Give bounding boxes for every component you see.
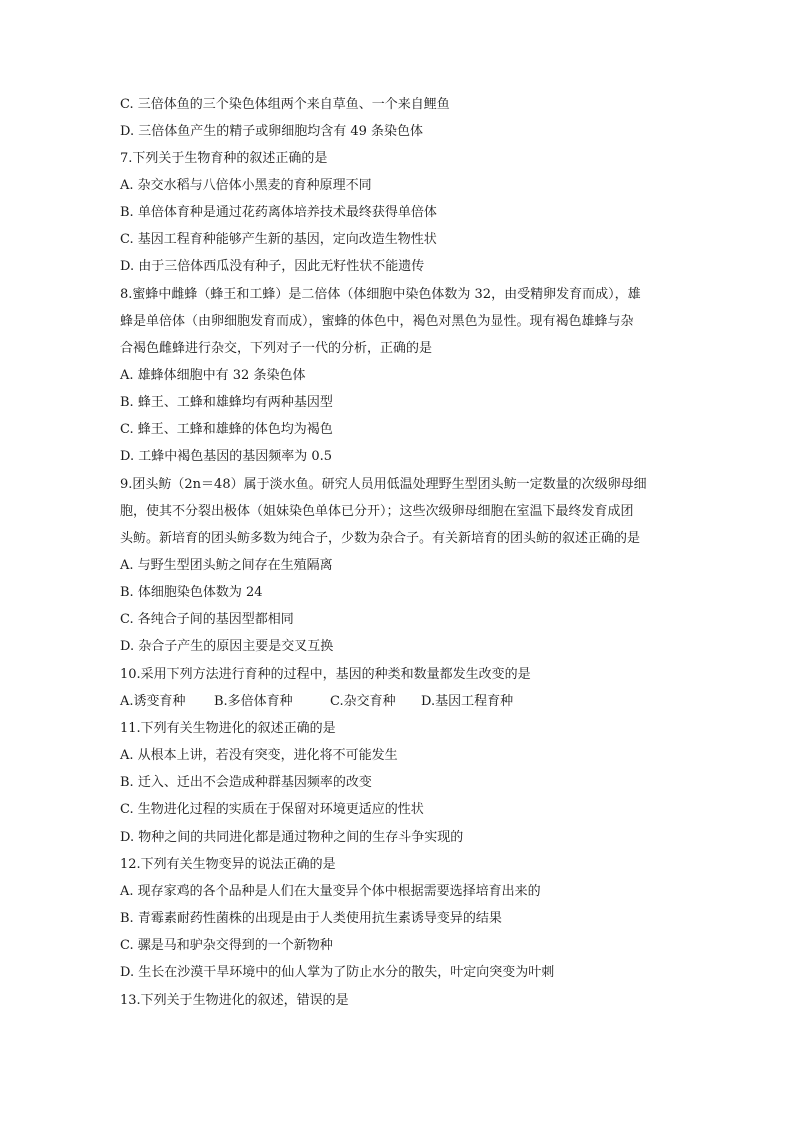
option-10d: D.基因工程育种	[421, 694, 514, 709]
option-11c: C. 生物进化过程的实质在于保留对环境更适应的性状	[120, 802, 424, 817]
option-8d: D. 工蜂中褐色基因的基因频率为 0.5	[120, 449, 333, 464]
option-12c: C. 骡是马和驴杂交得到的一个新物种	[120, 938, 333, 953]
option-12b: B. 青霉素耐药性菌株的出现是由于人类使用抗生素诱导变异的结果	[120, 911, 502, 926]
question-8-line-3: 合褐色雌蜂进行杂交，下列对子一代的分析，正确的是	[120, 341, 433, 356]
option-10c: C.杂交育种	[330, 694, 396, 709]
option-7d: D. 由于三倍体西瓜没有种子，因此无籽性状不能遗传	[120, 259, 425, 274]
question-10: 10.采用下列方法进行育种的过程中，基因的种类和数量都发生改变的是	[120, 667, 531, 682]
option-11d: D. 物种之间的共同进化都是通过物种之间的生存斗争实现的	[120, 830, 464, 845]
option-11b: B. 迁入、迁出不会造成种群基因频率的改变	[120, 775, 372, 790]
option-9d: D. 杂合子产生的原因主要是交叉互换	[120, 639, 334, 654]
question-8-line-1: 8.蜜蜂中雌蜂（蜂王和工蜂）是二倍体（体细胞中染色体数为 32，由受精卵发育而成），雄	[120, 287, 641, 302]
question-12: 12.下列有关生物变异的说法正确的是	[120, 857, 336, 872]
option-11a: A. 从根本上讲，若没有突变，进化将不可能发生	[120, 748, 398, 763]
question-13: 13.下列关于生物进化的叙述，错误的是	[120, 993, 349, 1008]
option-12a: A. 现存家鸡的各个品种是人们在大量变异个体中根据需要选择培育出来的	[120, 884, 541, 899]
option-9c: C. 各纯合子间的基因型都相同	[120, 612, 294, 627]
option-6c: C. 三倍体鱼的三个染色体组两个来自草鱼、一个来自鲤鱼	[120, 97, 450, 112]
question-9-line-1: 9.团头鲂（2n＝48）属于淡水鱼。研究人员用低温处理野生型团头鲂一定数量的次级卵母细	[120, 477, 647, 492]
option-12d: D. 生长在沙漠干旱环境中的仙人掌为了防止水分的散失，叶定向突变为叶刺	[120, 965, 555, 980]
option-7a: A. 杂交水稻与八倍体小黑麦的育种原理不同	[120, 178, 372, 193]
question-7: 7.下列关于生物育种的叙述正确的是	[120, 151, 328, 166]
question-9-line-2: 胞，使其不分裂出极体（姐妹染色单体已分开）；这些次级卵母细胞在室温下最终发育成团	[120, 504, 634, 519]
option-9a: A. 与野生型团头鲂之间存在生殖隔离	[120, 558, 333, 573]
question-8-line-2: 蜂是单倍体（由卵细胞发育而成），蜜蜂的体色中，褐色对黑色为显性。现有褐色雄蜂与杂	[120, 314, 634, 329]
option-7b: B. 单倍体育种是通过花药离体培养技术最终获得单倍体	[120, 205, 437, 220]
option-8b: B. 蜂王、工蜂和雄蜂均有两种基因型	[120, 395, 333, 410]
question-11: 11.下列有关生物进化的叙述正确的是	[120, 721, 336, 736]
option-8c: C. 蜂王、工蜂和雄蜂的体色均为褐色	[120, 422, 333, 437]
question-9-line-3: 头鲂。新培育的团头鲂多数为纯合子，少数为杂合子。有关新培育的团头鲂的叙述正确的是	[120, 531, 641, 546]
option-7c: C. 基因工程育种能够产生新的基因，定向改造生物性状	[120, 232, 437, 247]
option-6d: D. 三倍体鱼产生的精子或卵细胞均含有 49 条染色体	[120, 124, 424, 139]
option-10a: A.诱变育种	[120, 694, 186, 709]
option-10b: B.多倍体育种	[214, 694, 293, 709]
option-8a: A. 雄蜂体细胞中有 32 条染色体	[120, 368, 306, 383]
options-10	[120, 693, 680, 711]
option-9b: B. 体细胞染色体数为 24	[120, 585, 263, 600]
